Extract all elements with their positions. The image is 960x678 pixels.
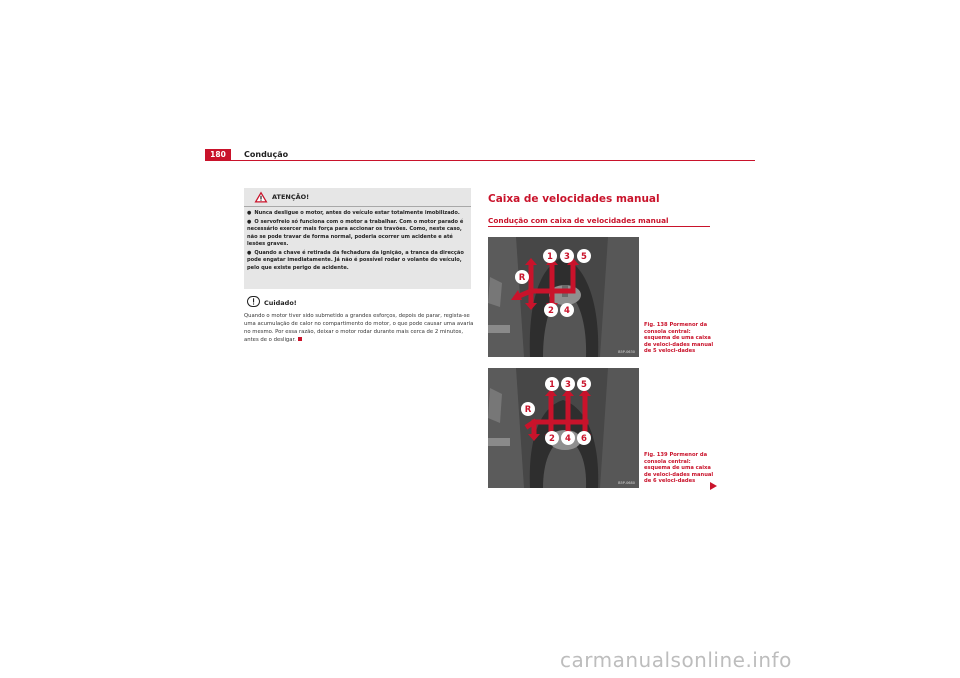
gear-label-r: R (518, 273, 526, 283)
warning-item-text: Quando a chave é retirada da fechadura da ignição, a tranca da direcção pode engatar imediatamente. Já não é possível rodar o volante do veículo, pelo que existe perigo de acidente. (247, 249, 464, 271)
gear-label-6: 6 (581, 434, 587, 444)
warning-triangle-icon (254, 191, 268, 203)
warning-box (244, 188, 471, 289)
figure-code: B5P-0680 (618, 481, 635, 485)
warning-header (244, 188, 471, 207)
gear-label-r: R (524, 405, 532, 415)
page-number: 180 (205, 149, 231, 160)
gear-label-5: 5 (581, 380, 587, 390)
bullet-icon: ● (247, 218, 252, 225)
warning-item (247, 250, 469, 273)
section-title: Condução (244, 150, 289, 159)
gear-pattern-5-illustration (488, 237, 639, 357)
warning-item (247, 219, 469, 249)
figure-6-speed-gearbox (488, 368, 639, 488)
gear-label-4: 4 (564, 306, 570, 316)
continue-arrow-icon (710, 482, 717, 490)
watermark: carmanualsonline.info (560, 648, 792, 672)
main-heading: Caixa de velocidades manual (488, 193, 660, 205)
sub-heading: Condução com caixa de velocidades manual (488, 216, 710, 227)
gear-label-3: 3 (565, 380, 571, 390)
figure-code: B5P-0630 (618, 350, 635, 354)
warning-item (247, 210, 469, 218)
warning-title: ATENÇÃO! (272, 193, 310, 201)
caution-title: Cuidado! (264, 299, 297, 307)
caution-icon (247, 296, 260, 307)
caution-body: Quando o motor tiver sido submetido a grandes esforços, depois de parar, regista-se uma acumulação de calor no compartimento do motor, o que pode causar uma avaria no mesmo. Por essa razão, deixar o motor rodar durante mais cerca de 2 minutos, antes de o desligar. (244, 313, 474, 343)
warning-item-text: O servofreio só funciona com o motor a trabalhar. Com o motor parado é necessário exercer mais força para accionar os travões. Como, neste caso, não se pode travar de forma normal, poderia ocorrer um acidente e até lesões graves. (247, 218, 464, 247)
figure-caption: Fig. 139 Pormenor da consola central: esquema de uma caixa de veloci-dades manual de 6 veloci-dades (644, 452, 714, 484)
gear-label-5: 5 (581, 252, 587, 262)
gear-pattern-6-illustration (488, 368, 639, 488)
gear-label-1: 1 (549, 380, 555, 390)
caution-text (244, 312, 474, 344)
figure-5-speed-gearbox (488, 237, 639, 357)
gear-label-2: 2 (548, 306, 554, 316)
bullet-icon: ● (247, 210, 252, 216)
figure-caption: Fig. 138 Pormenor da consola central: esquema de uma caixa de veloci-dades manual de 5 veloci-dades (644, 322, 714, 354)
warning-item-text: Nunca desligue o motor, antes do veículo estar totalmente imobilizado. (254, 210, 460, 216)
gear-label-3: 3 (564, 252, 570, 262)
end-of-section-icon (298, 337, 302, 341)
warning-list (247, 210, 469, 273)
gear-label-2: 2 (549, 434, 555, 444)
gear-label-4: 4 (565, 434, 571, 444)
bullet-icon: ● (247, 249, 252, 256)
gear-label-1: 1 (547, 252, 553, 262)
